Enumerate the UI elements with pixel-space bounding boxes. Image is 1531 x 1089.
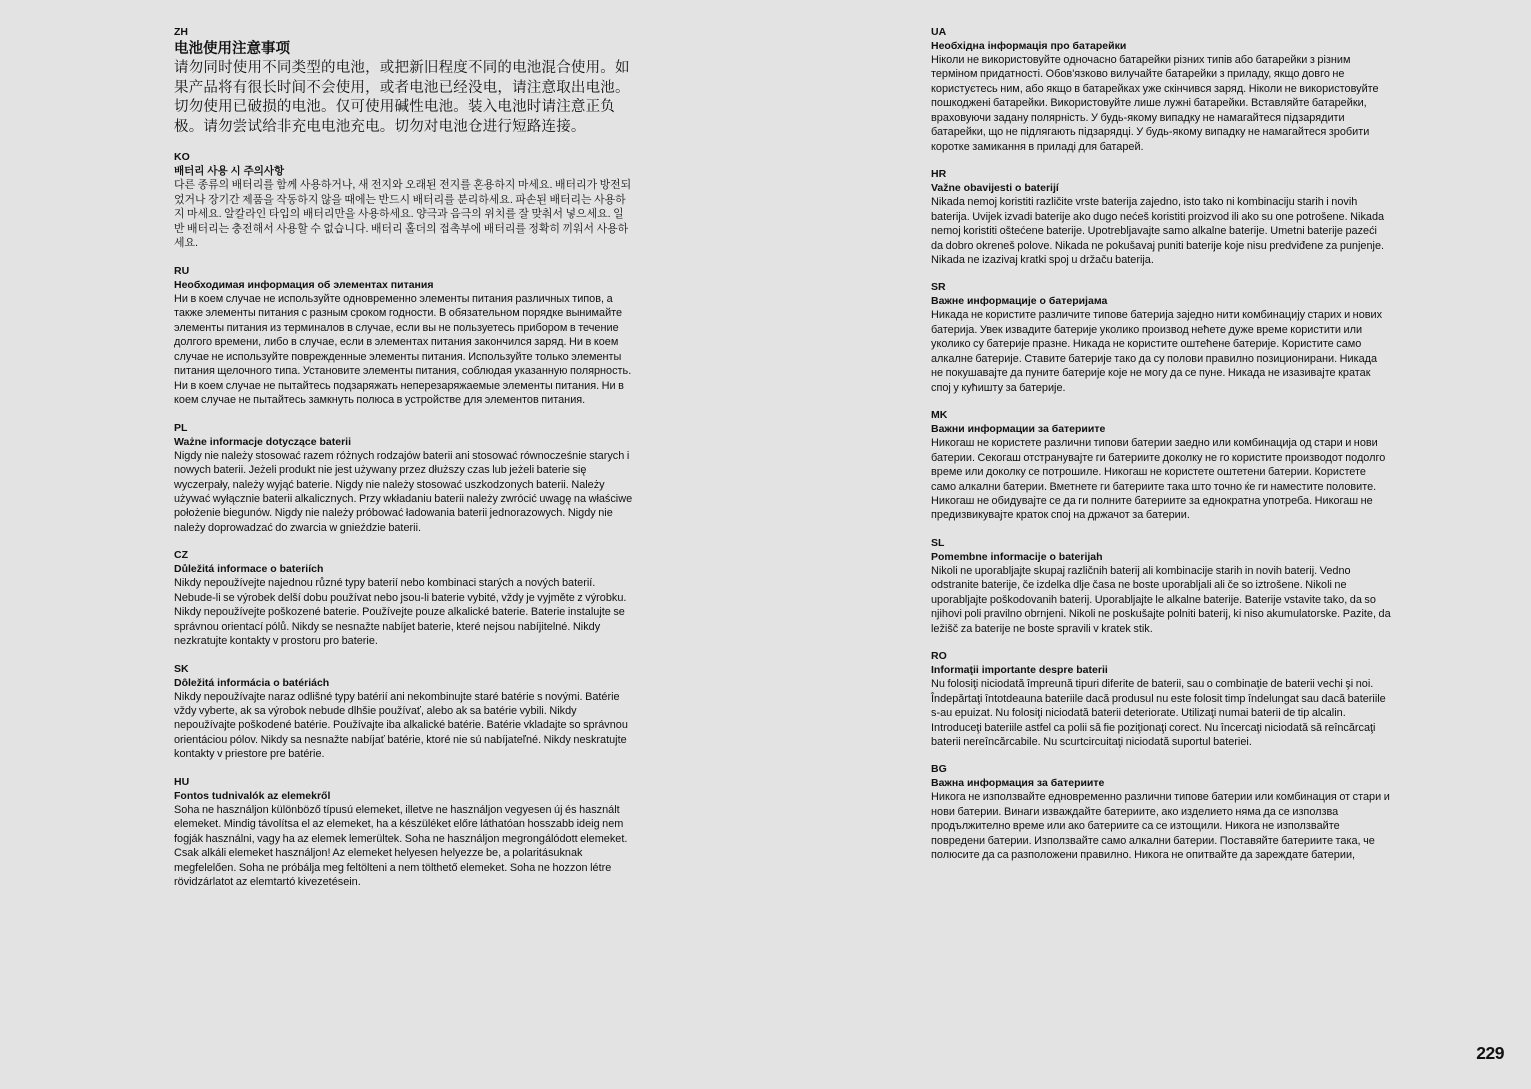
section-text: Никогаш не користете различни типови батерии заедно или комбинација од стари и нови батерии. Секогаш отстранувајте ги батериите доколку не го користите производот подолго време или доколку се потрошиле. Никогаш не користете оштетени батерии. Користете само алкални батерии. Вметнете ги батериите така што точно ќе ги наместите половите. Никогаш не обидувајте се да ги полните батериите за еднократна употреба. Никогаш не предизвикувајте краток спој на држачот за батерии. [931, 437, 1386, 522]
section-sl [931, 536, 1391, 636]
section-text: Ни в коем случае не используйте одновременно элементы питания различных типов, а также элементы питания с разным сроком годности. В обязательном порядке вынимайте элементы питания из терминалов в случае, если вы не пользуетесь прибором в течение долгого времени, либо в случае, если в элементах питания закончился заряд. Ни в коем случае не используйте поврежденные элементы питания. Используйте только элементы питания щелочного типа. Установите элементы питания, соблюдая указанную полярность. Ни в коем случае не пытайтесь подзаряжать неперезаряжаемые элементы питания. Ни в коем случае не пытайтесь замкнуть полюса в устройстве для элементов питания. [174, 292, 632, 407]
section-mk [931, 408, 1391, 523]
section-heading: Ważne informacje dotyczące baterii [174, 435, 351, 448]
section-ko [174, 150, 634, 251]
right-column [931, 25, 1391, 863]
section-heading: Необхідна інформація про батарейки [931, 40, 1127, 52]
language-code: MK [931, 409, 948, 422]
section-heading: Důležitá informace o bateriích [174, 563, 324, 576]
section-heading: Важне информације о батеријама [931, 295, 1108, 308]
language-code: PL [174, 421, 188, 434]
section-text: Никада не користите различите типове батерија заједно нити комбинацију старих и нових батерија. Увек извадите батерије уколико производ нећете дуже време користити или уколико су батерије празне. Никада не користите оштећене батерије. Користите само алкалне батерије. Ставите батерије тако да су полови правилно позиционирани. Никада не покушавајте да пуните батерије које не могу да се пуне. Никада не изазивајте кратак спој у кућишту за батерије. [931, 309, 1383, 394]
left-column [174, 25, 634, 890]
language-code: RO [931, 650, 947, 663]
section-sk [174, 662, 634, 762]
section-pl [174, 421, 634, 536]
section-heading: Необходимая информация об элементах питания [174, 278, 434, 291]
section-heading: Važne obavijesti o baterijí [931, 182, 1059, 195]
section-heading: Важна информация за батериите [931, 777, 1105, 790]
section-cz [174, 548, 634, 648]
section-text: Nikdy nepoužívejte najednou různé typy baterií nebo kombinaci starých a nových baterií. Nebude-li se výrobek delší dobu používat nebo jsou-li baterie vybité, vždy je vyjměte z výrobku. Nikdy nepoužívejte poškozené baterie. Používejte pouze alkalické baterie. Baterie instalujte se správnou orientací pólů. Nikdy se nesnažte nabíjet baterie, které nejsou nabíjitelné. Nikdy nezkratujte kontakty v prostoru pro baterie. [174, 577, 627, 648]
section-text: Nikoli ne uporabljajte skupaj različnih baterij ali kombinacije starih in novih baterij. Vedno odstranite baterije, če izdelka dlje časa ne boste uporabljali ali če so iztrošene. Nikoli ne uporabljajte poškodovanih baterij. Uporabljajte le alkalne baterije. Baterije vstavite tako, da so njihovi poli pravilno obrnjeni. Nikoli ne poskušajte polniti baterij, ki niso akumulatorske. Pazite, da ležišč za baterije ne boste spravili v kratek stik. [931, 564, 1391, 635]
section-text: Soha ne használjon különböző típusú elemeket, illetve ne használjon vegyesen új és használt elemeket. Mindig távolítsa el az elemeket, ha a készüléket előre láthatóan hosszabb ideig nem fogják használni, vagy ha az elemek lemerültek. Soha ne használjon megrongálódott elemeket. Csak alkáli elemeket használjon! Az elemeket helyesen helyezze be, a polaritásuknak megfelelően. Soha ne próbálja meg feltölteni a nem tölthető elemeket. Soha ne hozzon létre rövidzárlatot az elemtartó kivezetésein. [174, 803, 628, 889]
section-heading: Informaţii importante despre baterii [931, 664, 1108, 677]
section-heading: Pomembne informacije o baterijah [931, 550, 1103, 563]
language-code: HR [931, 168, 947, 181]
section-text: Nigdy nie należy stosować razem różnych rodzajów baterii ani stosować równocześnie starych i nowych baterii. Jeżeli produkt nie jest używany przez dłuższy czas lub jeżeli baterie się wyczerpały, należy wyjąć baterie. Nigdy nie należy stosować uszkodzonych baterii. Należy używać wyłącznie baterii alkalicznych. Przy wkładaniu baterii należy zwrócić uwagę na właściwe położenie biegunów. Nigdy nie należy próbować ładowania baterii jednorazowych. Nigdy nie należy doprowadzać do zwarcia w gnieździe baterii. [174, 449, 633, 534]
section-hr [931, 167, 1391, 267]
section-text: Nikdy nepoužívajte naraz odlišné typy batérií ani nekombinujte staré batérie s novými. Batérie vždy vyberte, ak sa výrobok nebude dlhšie používať, alebo ak sa batérie vybili. Nikdy nepoužívajte poškodené batérie. Používajte iba alkalické batérie. Batérie vkladajte so správnou orientáciou pólov. Nikdy sa nesnažte nabíjať batérie, ktoré nie sú nabíjateľné. Nikdy neskratujte kontakty v priestore pre batérie. [174, 690, 628, 761]
section-bg [931, 762, 1391, 862]
language-code: SK [174, 662, 189, 675]
language-code: CZ [174, 549, 188, 562]
section-text: Ніколи не використовуйте одночасно батарейки різних типів або батарейки з різним терміном придатності. Обов'язково вилучайте батарейки з приладу, якщо довго не користуєтесь ним, або якщо в батарейках уже скінчився заряд. Ніколи не використовуйте пошкоджені батарейки. Використовуйте лише лужні батарейки. Вставляйте батарейки, враховуючи задану полярність. У будь-якому випадку не намагайтеся підзарядити батарейки, що не підлягають підзарядці. У будь-якому випадку не намагайтеся зробити коротке замикання в приладі для батарей. [931, 54, 1379, 153]
section-text: 请勿同时使用不同类型的电池，或把新旧程度不同的电池混合使用。如果产品将有很长时间不会使用，或者电池已经没电，请注意取出电池。切勿使用已破损的电池。仅可使用碱性电池。装入电池时请注意正负极。请勿尝试给非充电电池充电。切勿对电池仓进行短路连接。 [174, 60, 630, 135]
section-text: Nikada nemoj koristiti različite vrste baterija zajedno, isto tako ni kombinaciju starih i novih baterija. Uvijek izvadi baterije ako dugo nećeš koristiti proizvod ili ako su one potrošene. Nikada nemoj koristiti oštećene baterije. Upotrebljavajte samo alkalne baterije. Umetni baterije pazeći da dobro okreneš polove. Nikada ne pokušavaj puniti baterije koje nisu predviđene za punjenje. Nikada ne izazivaj kratki spoj u držaču baterija. [931, 196, 1385, 266]
section-hu [174, 775, 634, 890]
section-heading: Dôležitá informácia o batériách [174, 676, 330, 689]
section-heading: 电池使用注意事项 [174, 41, 290, 57]
language-code: KO [174, 151, 190, 163]
language-code: UA [931, 26, 947, 38]
section-ru [174, 264, 634, 408]
language-code: HU [174, 775, 190, 788]
section-zh [174, 25, 634, 137]
section-ua [931, 25, 1391, 154]
section-ro [931, 649, 1391, 749]
section-heading: Важни информации за батериите [931, 423, 1106, 436]
section-heading: Fontos tudnivalók az elemekről [174, 789, 331, 802]
section-sr [931, 280, 1391, 395]
language-code: BG [931, 763, 947, 776]
language-code: SR [931, 281, 946, 294]
section-heading: 배터리 사용 시 주의사항 [174, 165, 285, 177]
page-number: 229 [1476, 1043, 1504, 1063]
language-code: ZH [174, 26, 188, 38]
section-text: 다른 종류의 배터리를 함께 사용하거나, 새 전지와 오래된 전지를 혼용하지 마세요. 배터리가 방전되었거나 장기간 제품을 작동하지 않을 때에는 반드시 배터리를 분리하세요. 파손된 배터리는 사용하지 마세요. 알칼라인 타입의 배터리만을 사용하세요. 양극과 음극의 위치를 잘 맞춰서 넣으세요. 일반 배터리는 충전해서 사용할 수 없습니다. 배터리 홀더의 접촉부에 배터리를 정확히 끼워서 사용하세요. [174, 179, 632, 250]
language-code: RU [174, 264, 190, 277]
language-code: SL [931, 536, 945, 549]
section-text: Никога не използвайте едновременно различни типове батерии или комбинация от стари и нови батерии. Винаги изваждайте батериите, ако изделието няма да се използва продължително време или ако батериите са се изтощили. Никога не използвайте повредени батерии. Използвайте само алкални батерии. Поставяйте батериите така, че полюсите да са разположени правилно. Никога не опитвайте да зареждате батерии, [931, 791, 1390, 862]
section-text: Nu folosiţi niciodată împreună tipuri diferite de baterii, sau o combinaţie de baterii vechi şi noi. Îndepărtaţi întotdeauna bateriile dacă produsul nu este folosit timp îndelungat sau dacă bateriile s-au epuizat. Nu folosiţi niciodată baterii deteriorate. Utilizaţi numai baterii de tip alcalin. Introduceţi bateriile astfel ca polii să fie poziţionaţi corect. Nu încercaţi niciodată să reîncărcaţi baterii nereîncărcabile. Nu scurtcircuitaţi niciodată suportul bateriei. [931, 678, 1386, 748]
